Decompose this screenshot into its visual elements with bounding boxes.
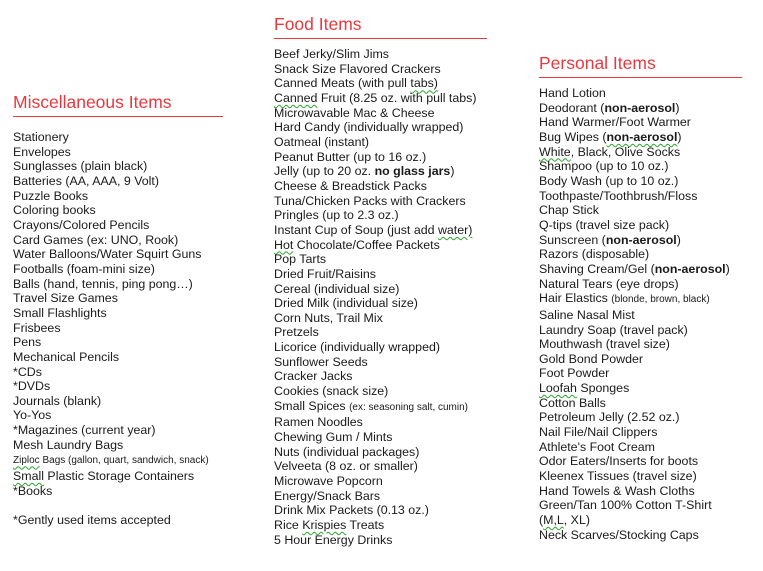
spellcheck-word: Hot	[274, 237, 294, 252]
list-item: Sunflower Seeds	[274, 354, 368, 369]
list-item: Corn Nuts, Trail Mix	[274, 310, 383, 325]
list-item	[13, 452, 223, 469]
item-text: Bags (gallon, quart, sandwich, snack)	[39, 455, 209, 467]
list-item: Foot Powder	[539, 366, 610, 381]
item-text: )	[450, 164, 455, 179]
list-item	[274, 223, 487, 238]
item-text: , Black, Olive Socks	[570, 144, 681, 159]
list-item: Pens	[13, 335, 42, 350]
list-item: Cheese & Breadstick Packs	[274, 178, 427, 193]
list-item: Microwave Popcorn	[274, 474, 383, 489]
item-text: Plastic Storage Containers	[43, 469, 195, 484]
list-item: Hard Candy (individually wrapped)	[274, 120, 464, 135]
food-heading: Food Items	[274, 14, 487, 39]
list-item: Shampoo (up to 10 oz.)	[539, 159, 669, 174]
misc-column	[13, 92, 223, 528]
list-item: *DVDs	[13, 379, 51, 394]
list-item: Cracker Jacks	[274, 369, 353, 384]
spellcheck-word: White	[539, 144, 571, 159]
item-text: Shaving Cream/Gel (	[539, 261, 655, 276]
list-item: Envelopes	[13, 144, 71, 159]
list-item: Q-tips (travel size pack)	[539, 217, 670, 232]
list-item: Journals (blank)	[13, 393, 102, 408]
list-item: Gold Bond Powder	[539, 351, 644, 366]
list-item: Laundry Soap (travel pack)	[539, 322, 688, 337]
list-item: Drink Mix Packets (0.13 oz.)	[274, 503, 429, 518]
list-item: Card Games (ex: UNO, Rook)	[13, 232, 179, 247]
list-item: Balls (hand, tennis, ping pong…)	[13, 276, 193, 291]
list-item	[274, 91, 487, 106]
bold-note: non-aerosol	[654, 261, 726, 276]
personal-list	[539, 86, 742, 542]
misc-list	[13, 130, 223, 498]
spellcheck-word: Canned	[274, 90, 318, 105]
list-item	[539, 145, 742, 160]
list-item: Microwavable Mac & Cheese	[274, 105, 435, 120]
spellcheck-word: Small	[13, 469, 44, 484]
list-item: Kleenex Tissues (travel size)	[539, 469, 697, 484]
item-note: (ex: seasoning salt, cumin)	[349, 401, 469, 413]
list-item: Sunglasses (plain black)	[13, 159, 148, 174]
list-item: Chewing Gum / Mints	[274, 430, 393, 445]
list-item: Cotton Balls	[539, 395, 606, 410]
list-item	[274, 399, 487, 416]
list-item	[13, 469, 223, 484]
list-item: Energy/Snack Bars	[274, 488, 381, 503]
spellcheck-word: water)	[437, 222, 473, 237]
list-item: Pretzels	[274, 325, 319, 340]
list-item: Pop Tarts	[274, 252, 327, 267]
list-item: Hand Warmer/Foot Warmer	[539, 115, 691, 130]
item-text: Canned Meats (with pull	[274, 76, 411, 91]
list-item	[274, 518, 487, 533]
list-item: Small Flashlights	[13, 305, 107, 320]
item-text: Chocolate/Coffee Packets	[293, 237, 440, 252]
list-item	[274, 76, 487, 91]
personal-column	[539, 53, 742, 542]
bold-note: non-aerosol	[605, 232, 677, 247]
list-item: Cookies (snack size)	[274, 384, 389, 399]
list-item: Puzzle Books	[13, 188, 89, 203]
list-item: Frisbees	[13, 320, 61, 335]
list-item: Footballs (foam-mini size)	[13, 261, 155, 276]
list-item: Water Balloons/Water Squirt Guns	[13, 247, 202, 262]
list-item: Beef Jerky/Slim Jims	[274, 47, 389, 61]
list-item: Mouthwash (travel size)	[539, 337, 670, 352]
item-text: Small Spices	[274, 398, 350, 413]
list-item: Athlete's Foot Cream	[539, 439, 655, 454]
list-item: Hand Towels & Wash Cloths	[539, 483, 695, 498]
spellcheck-word: Loofah	[539, 381, 577, 396]
list-item: Razors (disposable)	[539, 247, 650, 262]
list-item: Green/Tan 100% Cotton T-Shirt	[539, 498, 712, 513]
list-item: Petroleum Jelly (2.52 oz.)	[539, 410, 680, 425]
bold-note: non-aerosol	[606, 129, 678, 144]
food-column	[274, 14, 487, 547]
spellcheck-word: Ziploc	[13, 455, 40, 467]
item-text: Jelly (up to 20 oz.	[274, 164, 375, 179]
list-item: Cereal (individual size)	[274, 281, 400, 296]
list-item: Mechanical Pencils	[13, 349, 120, 364]
list-item: Nail File/Nail Clippers	[539, 425, 658, 440]
list-item: Body Wash (up to 10 oz.)	[539, 173, 679, 188]
bold-note: non-aerosol	[604, 100, 676, 115]
list-item: *CDs	[13, 364, 42, 379]
item-text: )	[677, 129, 682, 144]
list-item: Yo-Yos	[13, 408, 52, 423]
list-item: Dried Fruit/Raisins	[274, 266, 376, 281]
list-item: Velveeta (8 oz. or smaller)	[274, 459, 418, 474]
list-item: Neck Scarves/Stocking Caps	[539, 527, 699, 542]
list-item	[539, 513, 742, 528]
list-item: Mesh Laundry Bags	[13, 437, 124, 452]
item-text: Sunscreen (	[539, 232, 606, 247]
list-item: Toothpaste/Toothbrush/Floss	[539, 188, 698, 203]
list-item: Peanut Butter (up to 16 oz.)	[274, 149, 427, 164]
personal-heading: Personal Items	[539, 53, 742, 78]
list-item: Nuts (individual packages)	[274, 444, 420, 459]
list-item	[539, 130, 742, 145]
list-item: Snack Size Flavored Crackers	[274, 61, 441, 76]
list-item: Oatmeal (instant)	[274, 134, 370, 149]
list-item	[539, 291, 742, 308]
list-item	[274, 238, 487, 253]
list-item: Stationery	[13, 130, 69, 144]
list-item: 5 Hour Energy Drinks	[274, 532, 393, 547]
list-item: Hand Lotion	[539, 86, 606, 100]
item-text: Hair Elastics	[539, 291, 612, 306]
item-text: Sponges	[576, 381, 630, 396]
item-note: (blonde, brown, black)	[611, 294, 710, 306]
item-text: Deodorant (	[539, 100, 605, 115]
list-item	[539, 262, 742, 277]
spellcheck-word: M,L	[543, 513, 564, 528]
item-text: )	[675, 100, 680, 115]
item-text: (	[539, 513, 544, 528]
list-item: Coloring books	[13, 203, 96, 218]
list-item: Travel Size Games	[13, 291, 118, 306]
list-item: Tuna/Chicken Packs with Crackers	[274, 193, 466, 208]
item-text: )	[725, 261, 730, 276]
list-item: Chap Stick	[539, 203, 599, 218]
list-item: Crayons/Colored Pencils	[13, 217, 150, 232]
food-list	[274, 47, 487, 547]
list-item: Saline Nasal Mist	[539, 307, 635, 322]
spellcheck-word: Krispies	[302, 518, 347, 532]
list-item: *Magazines (current year)	[13, 423, 156, 438]
footnote: *Gently used items accepted	[13, 513, 171, 528]
list-item	[539, 101, 742, 116]
misc-heading: Miscellaneous Items	[13, 92, 223, 117]
item-text: Treats	[346, 518, 385, 532]
list-item: Licorice (individually wrapped)	[274, 340, 440, 355]
item-text: Bug Wipes (	[539, 129, 607, 144]
list-item: Batteries (AA, AAA, 9 Volt)	[13, 173, 160, 188]
list-item: *Books	[13, 483, 53, 498]
list-item: Dried Milk (individual size)	[274, 296, 418, 311]
item-text: Rice	[274, 518, 303, 532]
list-item: Odor Eaters/Inserts for boots	[539, 454, 699, 469]
spellcheck-word: tabs)	[410, 76, 438, 91]
list-item: Pringles (up to 2.3 oz.)	[274, 208, 399, 223]
item-text: )	[676, 232, 681, 247]
item-text: , XL)	[563, 513, 590, 528]
list-item: Natural Tears (eye drops)	[539, 276, 679, 291]
item-text: Instant Cup of Soup (just add	[274, 222, 438, 237]
list-item: Ramen Noodles	[274, 415, 363, 430]
list-item	[539, 381, 742, 396]
item-text: Fruit (8.25 oz. with pull tabs)	[317, 90, 477, 105]
bold-note: no glass jars	[374, 164, 451, 179]
list-item	[539, 233, 742, 248]
list-item	[274, 164, 487, 179]
